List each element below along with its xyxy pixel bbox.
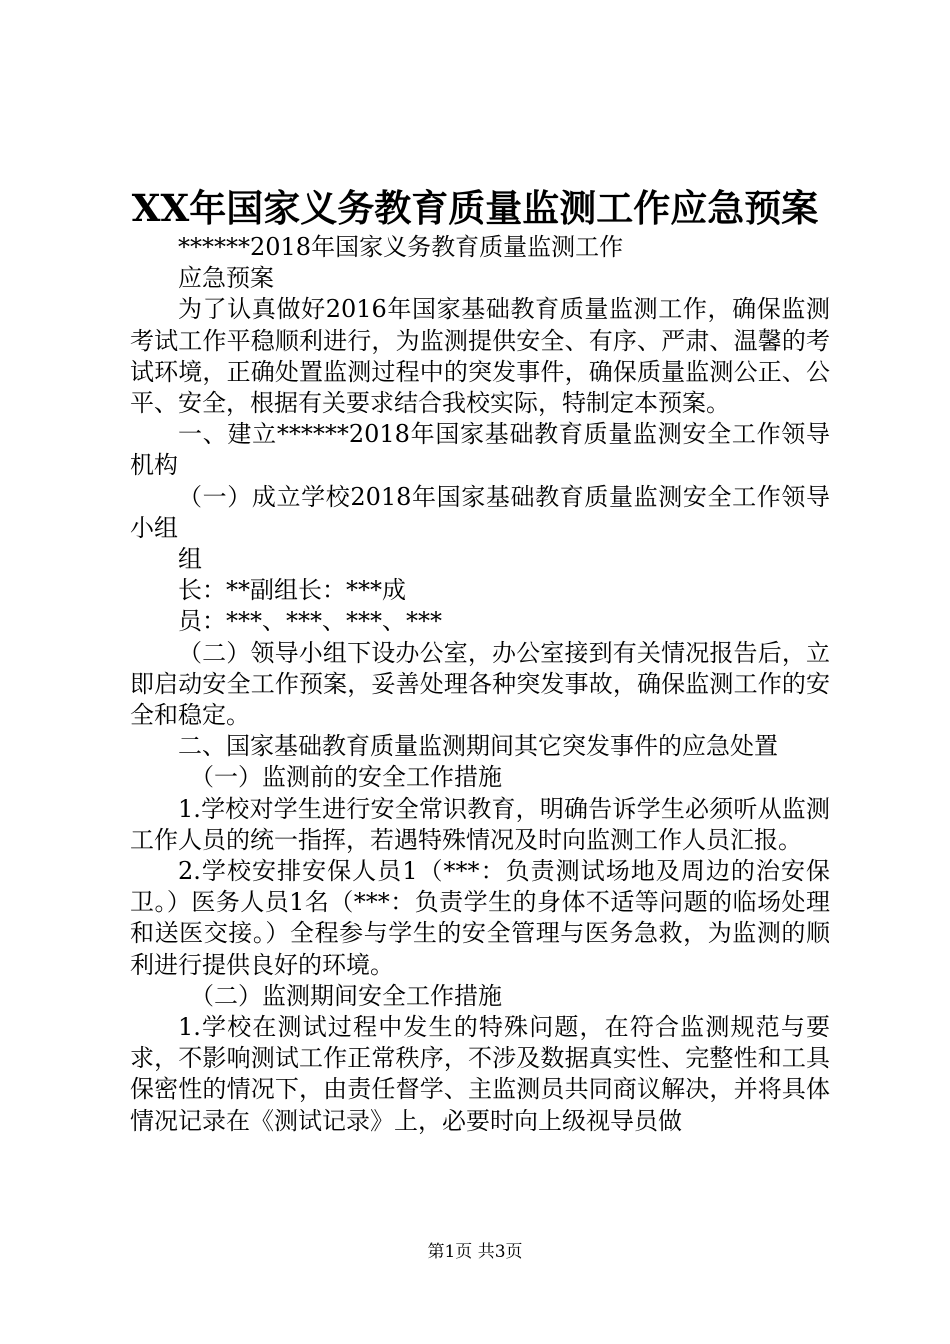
paragraph: 1.学校在测试过程中发生的特殊问题，在符合监测规范与要求，不影响测试工作正常秩序，不涉及数据真实性、完整性和工具保密性的情况下，由责任督学、主监测员共同商议解决，并将具体情况记录在《测试记录》上，必要时向上级视导员做 (130, 1013, 830, 1135)
paragraph: （二）领导小组下设办公室，办公室接到有关情况报告后，立即启动安全工作预案，妥善处理各种突发事故，确保监测工作的安全和稳定。 (130, 638, 830, 730)
paragraph: 1.学校对学生进行安全常识教育，明确告诉学生必须听从监测工作人员的统一指挥，若遇特殊情况及时向监测工作人员汇报。 (130, 794, 830, 854)
paragraph: （一）监测前的安全工作措施 (190, 763, 502, 792)
document-title: XX年国家义务教育质量监测工作应急预案 (131, 186, 819, 230)
paragraph: 组 (178, 545, 202, 574)
paragraph: （一）成立学校2018年国家基础教育质量监测安全工作领导小组 (130, 482, 830, 542)
paragraph: 应急预案 (178, 264, 274, 293)
paragraph: 一、建立******2018年国家基础教育质量监测安全工作领导机构 (130, 420, 830, 480)
paragraph: 二、国家基础教育质量监测期间其它突发事件的应急处置 (178, 732, 778, 761)
paragraph: 员：***、***、***、*** (178, 607, 442, 636)
paragraph: 2.学校安排安保人员1（***：负责测试场地及周边的治安保卫。）医务人员1名（***：负责学生的身体不适等问题的临场处理和送医交接。）全程参与学生的安全管理与医务急救，为监测的顺利进行提供良好的环境。 (130, 857, 830, 979)
paragraph: ******2018年国家义务教育质量监测工作 (178, 233, 624, 261)
paragraph: 长：**副组长：***成 (178, 576, 406, 605)
paragraph: （二）监测期间安全工作措施 (190, 981, 502, 1010)
paragraph: 为了认真做好2016年国家基础教育质量监测工作，确保监测考试工作平稳顺利进行，为监测提供安全、有序、严肃、温馨的考试环境，正确处置监测过程中的突发事件，确保质量监测公正、公平、安全，根据有关要求结合我校实际，特制定本预案。 (130, 295, 830, 418)
document-body (130, 232, 830, 1137)
page-footer: 第1页 共3页 (427, 1242, 523, 1262)
